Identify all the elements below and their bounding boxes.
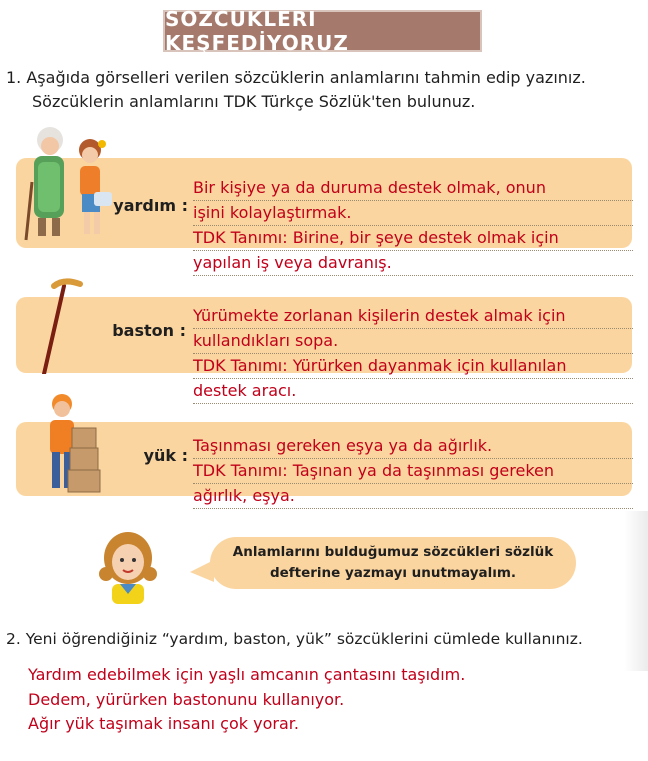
answer-line: Taşınması gereken eşya ya da ağırlık. [193,435,633,460]
answer-sentence-3: Ağır yük taşımak insanı çok yorar. [28,714,299,733]
reminder-line-1: Anlamlarını bulduğumuz sözcükleri sözlük [232,544,554,560]
answer-line: Bir kişiye ya da duruma destek olmak, onun [193,177,633,202]
girl-avatar-illustration [96,528,160,604]
answer-line: destek aracı. [193,380,633,405]
answer-line: işini kolaylaştırmak. [193,202,633,227]
question-1-line-1: 1. Aşağıda görselleri verilen sözcüklerin anlamlarını tahmin edip yazınız. [6,68,586,87]
word-label-baston: baston : [112,321,186,340]
answer-lines-yuk [193,435,633,510]
answer-line: Yürümekte zorlanan kişilerin destek almak için [193,305,633,330]
walking-cane-illustration [36,276,86,374]
reminder-line-2: defterine yazmayı unutmayalım. [269,565,517,581]
page-title-banner [163,7,482,55]
answer-line: TDK Tanımı: Taşınan ya da taşınması gereken [193,460,633,485]
word-label-yardim: yardım : [113,196,188,215]
question-1-line-2: Sözcüklerin anlamlarını TDK Türkçe Sözlük'ten bulunuz. [32,92,476,111]
answer-sentence-1: Yardım edebilmek için yaşlı amcanın çantasını taşıdım. [28,665,466,684]
delivery-man-with-boxes-illustration [40,390,106,496]
reminder-speech-bubble [210,537,576,589]
page-edge-shadow [624,511,648,671]
answer-line: kullandıkları sopa. [193,330,633,355]
answer-line: ağırlık, eşya. [193,485,633,510]
answer-line: TDK Tanımı: Yürürken dayanmak için kullanılan [193,355,633,380]
word-label-yuk: yük : [143,446,188,465]
answer-lines-yardim [193,177,633,277]
answer-line: yapılan iş veya davranış. [193,252,633,277]
answer-sentence-2: Dedem, yürürken bastonunu kullanıyor. [28,690,345,709]
answer-line: TDK Tanımı: Birine, bir şeye destek olmak için [193,227,633,252]
page-title: SÖZCÜKLERİ KEŞFEDİYORUZ [165,7,349,55]
answer-lines-baston [193,305,633,405]
grandmother-and-girl-illustration [12,122,120,244]
question-2: 2. Yeni öğrendiğiniz “yardım, baston, yük” sözcüklerini cümlede kullanınız. [6,630,583,648]
